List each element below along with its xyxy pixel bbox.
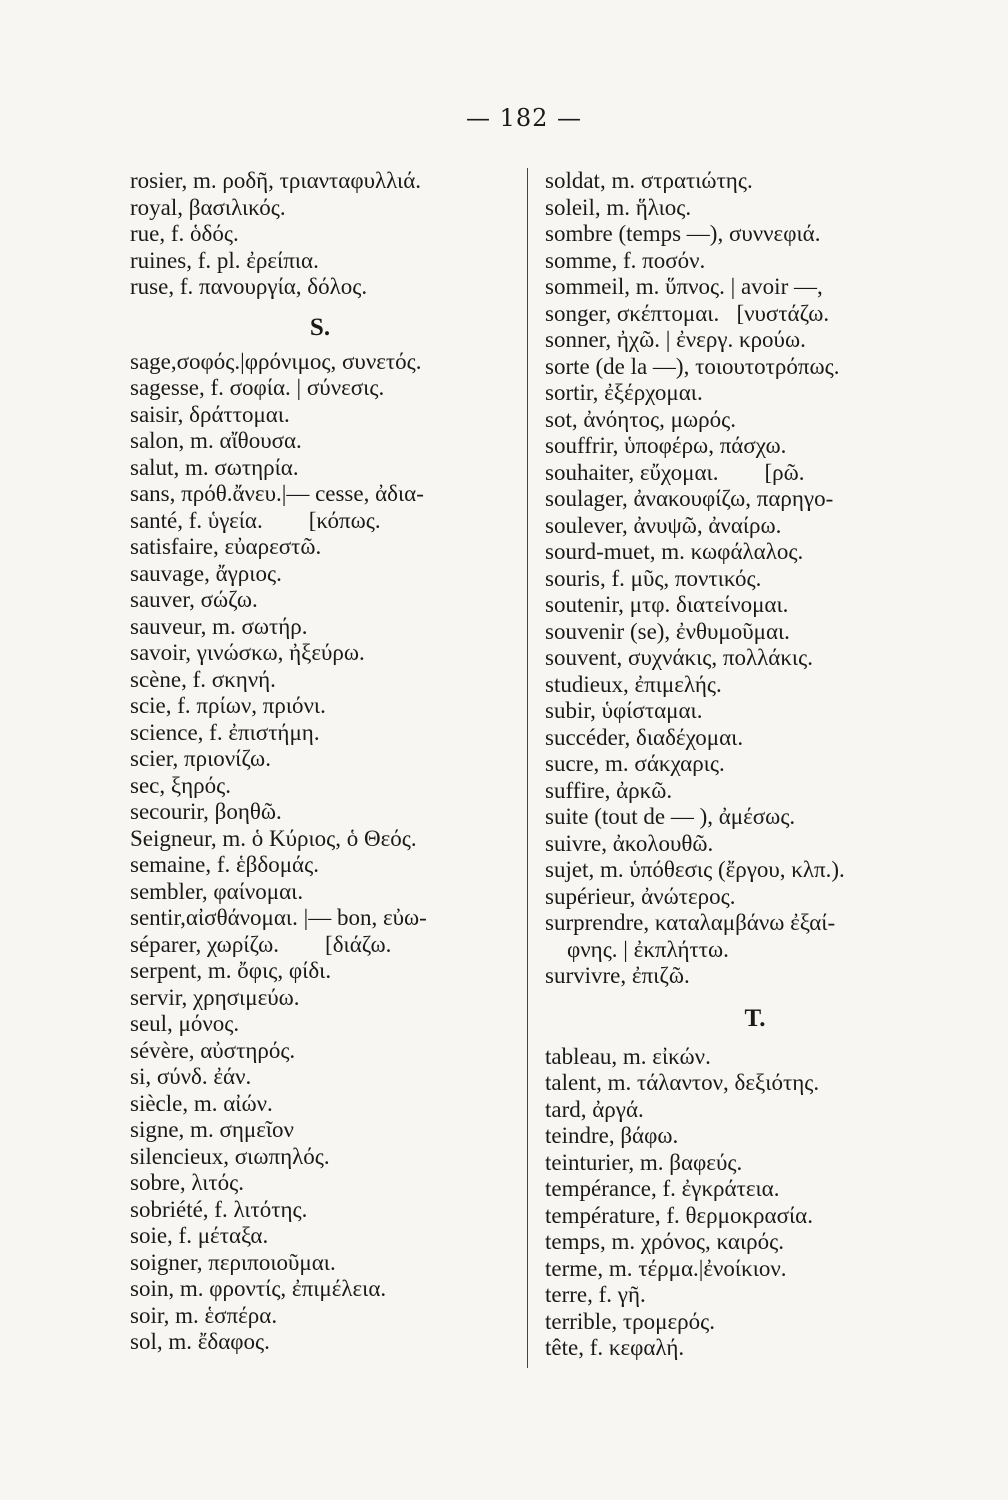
- entry: terme, m. τέρμα.|ἐνοίκιον.: [545, 1255, 787, 1281]
- entry: souffrir, ὑποφέρω, πάσχω.: [545, 433, 787, 458]
- entry: survivre, ἐπιζῶ.: [545, 963, 690, 988]
- entry: succéder, διαδέχομαι.: [545, 724, 744, 750]
- entry: sourd-muet, m. κωφάλαλος.: [545, 539, 804, 564]
- entry: royal, βασιλικός.: [130, 194, 286, 220]
- entry: sucre, m. σάκχαρις.: [545, 751, 725, 776]
- entry: sombre (temps —), συννεφιά.: [545, 221, 821, 246]
- entry: serpent, m. ὄφις, φίδι.: [130, 958, 332, 983]
- entry: studieux, ἐπιμελής.: [545, 671, 722, 697]
- entry: semaine, f. ἑβδομάς.: [130, 852, 319, 877]
- entry: sot, ἀνόητος, μωρός.: [545, 406, 736, 432]
- entry: soleil, m. ἥλιος.: [545, 194, 692, 220]
- section-letter-t: T.: [744, 1004, 766, 1032]
- entry: sec, ξηρός.: [130, 772, 231, 798]
- entry: suffire, ἀρκῶ.: [545, 777, 673, 803]
- entry: santé, f. ὑγεία. [κόπως.: [130, 507, 381, 533]
- entry: supérieur, ἀνώτερος.: [545, 883, 736, 909]
- entry: sobriété, f. λιτότης.: [130, 1196, 308, 1222]
- entry: soin, m. φροντίς, ἐπιμέλεια.: [130, 1276, 387, 1301]
- section-letter-s: S.: [309, 313, 331, 341]
- entry: seul, μόνος.: [130, 1011, 240, 1036]
- entry: signe, m. σημεῖον: [130, 1117, 294, 1142]
- entry: siècle, m. αἰών.: [130, 1090, 273, 1116]
- entry: si, σύνδ. ἐάν.: [130, 1064, 252, 1089]
- entry: silencieux, σιωπηλός.: [130, 1143, 330, 1169]
- entry: soir, m. ἑσπέρα.: [130, 1302, 278, 1328]
- entry: secourir, βοηθῶ.: [130, 799, 282, 824]
- entry-continuation: φνης. | ἐκπλήττω.: [567, 936, 729, 962]
- entry: rosier, m. ροδῆ, τριανταφυλλιά.: [130, 168, 422, 193]
- entry: rue, f. ὁδός.: [130, 221, 239, 246]
- entry: tempérance, f. ἐγκράτεια.: [545, 1176, 780, 1201]
- entry: suite (tout de — ), ἀμέσως.: [545, 804, 796, 829]
- entry: souvent, συχνάκις, πολλάκις.: [545, 645, 813, 670]
- entry: sol, m. ἔδαφος.: [130, 1329, 270, 1354]
- entry: surprendre, καταλαμβάνω ἐξαί-: [545, 910, 836, 935]
- entry: subir, ὑφίσταμαι.: [545, 698, 703, 723]
- entry: sagesse, f. σοφία. | σύνεσις.: [130, 375, 385, 400]
- entry: salon, m. αἴθουσα.: [130, 428, 302, 453]
- entry: suivre, ἀκολουθῶ.: [545, 830, 714, 856]
- entry: servir, χρησιμεύω.: [130, 984, 300, 1010]
- entry: souris, f. μῦς, ποντικός.: [545, 565, 762, 591]
- entry: sauver, σώζω.: [130, 587, 258, 612]
- entry: science, f. ἐπιστήμη.: [130, 719, 320, 745]
- entry: temps, m. χρόνος, καιρός.: [545, 1229, 784, 1254]
- entry: songer, σκέπτομαι. [νυστάζω.: [545, 300, 830, 326]
- entry: terre, f. γῆ.: [545, 1282, 646, 1307]
- entry: salut, m. σωτηρία.: [130, 454, 299, 480]
- entry: sans, πρόθ.ἄνευ.|— cesse, ἀδια-: [130, 481, 424, 506]
- entry: sonner, ἠχῶ. | ἐνεργ. κρούω.: [545, 327, 806, 352]
- entry: sauveur, m. σωτήρ.: [130, 613, 308, 639]
- entry: teindre, βάφω.: [545, 1123, 679, 1148]
- entry: tête, f. κεφαλή.: [545, 1335, 685, 1360]
- entry: sujet, m. ὑπόθεσις (ἔργου, κλπ.).: [545, 857, 845, 882]
- entry: souhaiter, εὔχομαι. [ρῶ.: [545, 459, 805, 485]
- left-column: [130, 168, 510, 1356]
- entry: terrible, τρομερός.: [545, 1308, 715, 1334]
- entry: souvenir (se), ἐνθυμοῦμαι.: [545, 618, 790, 644]
- entry: soutenir, μτφ. διατείνομαι.: [545, 592, 789, 617]
- entry: soie, f. μέταξα.: [130, 1223, 269, 1248]
- entry: sommeil, m. ὕπνος. | avoir —,: [545, 274, 823, 299]
- entry: scie, f. πρίων, πριόνι.: [130, 693, 326, 718]
- entry: sentir,αἰσθάνομαι. |— bon, εὐω-: [130, 905, 427, 930]
- column-divider: [527, 168, 528, 1368]
- entry: sauvage, ἄγριος.: [130, 560, 282, 586]
- entry: température, f. θερμοκρασία.: [545, 1202, 813, 1228]
- entry: sage,σοφός.|φρόνιμος, συνετός.: [130, 348, 422, 374]
- entry: somme, f. ποσόν.: [545, 247, 706, 273]
- entry: talent, m. τάλαντον, δεξιότης.: [545, 1070, 820, 1095]
- entry: Seigneur, m. ὁ Κύριος, ὁ Θεός.: [130, 825, 417, 851]
- right-column: [545, 168, 965, 1362]
- entry: tard, ἀργά.: [545, 1096, 644, 1122]
- entry: sorte (de la —), τοιουτοτρόπως.: [545, 353, 840, 379]
- entry: soldat, m. στρατιώτης.: [545, 168, 753, 193]
- entry: sortir, ἐξέρχομαι.: [545, 380, 703, 405]
- entry: satisfaire, εὐαρεστῶ.: [130, 534, 322, 559]
- entry: soulager, ἀνακουφίζω, παρηγο-: [545, 486, 834, 511]
- entry: tableau, m. εἰκών.: [545, 1043, 711, 1069]
- entry: sembler, φαίνομαι.: [130, 878, 304, 904]
- entry: séparer, χωρίζω. [διάζω.: [130, 931, 392, 957]
- entry: scier, πριονίζω.: [130, 746, 271, 771]
- entry: teinturier, m. βαφεύς.: [545, 1149, 743, 1175]
- entry: saisir, δράττομαι.: [130, 401, 290, 427]
- entry: soulever, ἀνυψῶ, ἀναίρω.: [545, 512, 782, 538]
- entry: sobre, λιτός.: [130, 1170, 244, 1195]
- entry: scène, f. σκηνή.: [130, 666, 276, 692]
- page-number: — 182 —: [465, 104, 583, 132]
- entry: sévère, αὐστηρός.: [130, 1037, 296, 1063]
- entry: ruse, f. πανουργία, δόλος.: [130, 274, 368, 299]
- entry: soigner, περιποιοῦμαι.: [130, 1249, 336, 1275]
- entry: ruines, f. pl. ἐρείπια.: [130, 247, 319, 273]
- entry: savoir, γινώσκω, ἠξεύρω.: [130, 640, 365, 665]
